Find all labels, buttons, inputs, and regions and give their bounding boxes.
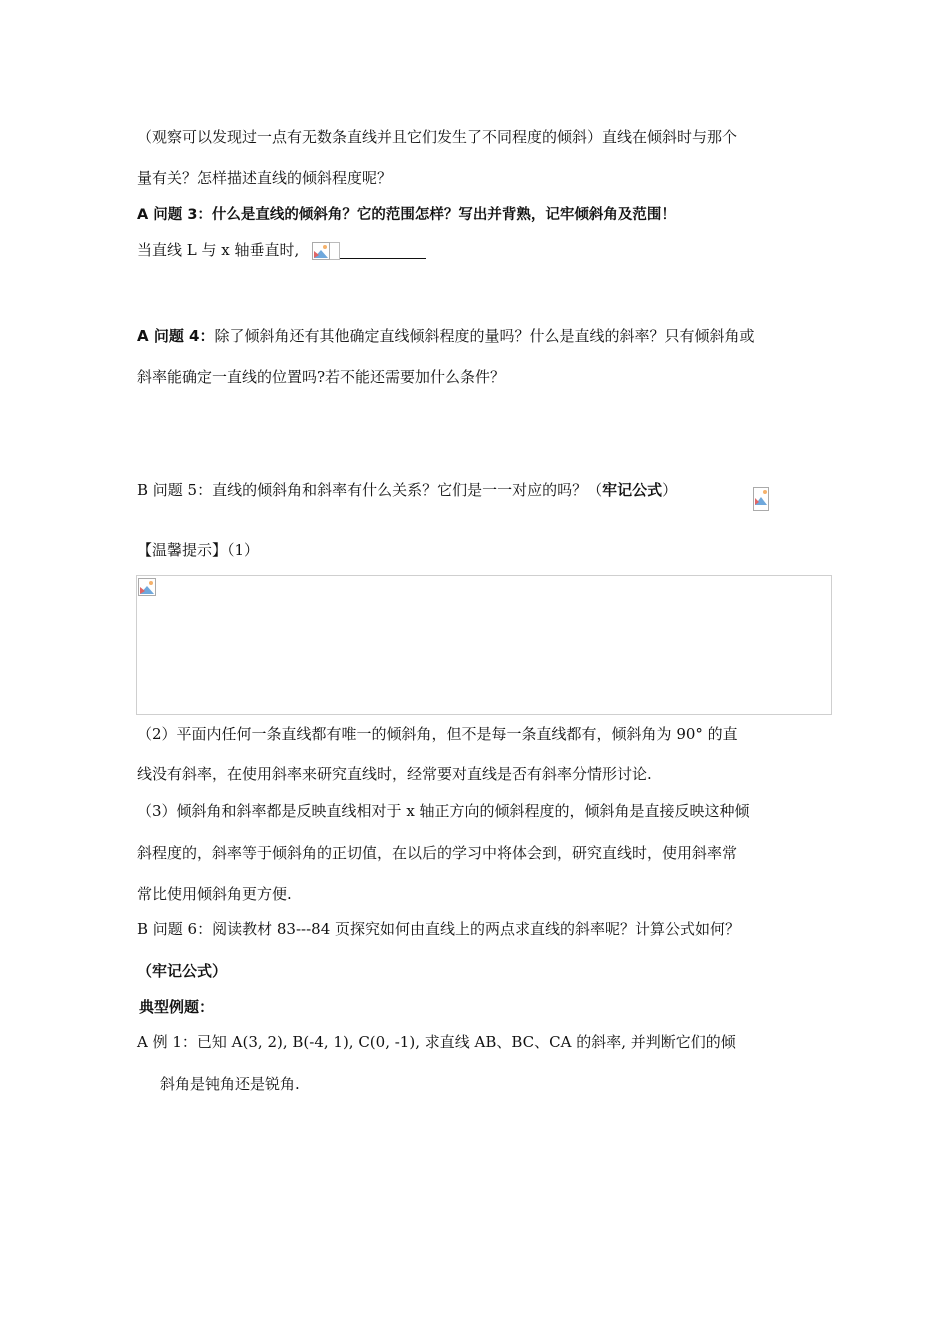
question-4-prefix: A 问题 4： bbox=[137, 327, 215, 345]
question-3-title: A 问题 3：什么是直线的倾斜角？它的范围怎样？写出并背熟，记牢倾斜角及范围！ bbox=[137, 207, 676, 223]
broken-image-icon bbox=[138, 578, 156, 596]
question-4-line1 bbox=[137, 326, 755, 346]
tip-3-line2: 斜程度的，斜率等于倾斜角的正切值，在以后的学习中将体会到，研究直线时，使用斜率常 bbox=[137, 844, 738, 862]
broken-image-icon bbox=[753, 487, 771, 505]
example-1-line2: 斜角是钝角还是锐角. bbox=[160, 1075, 300, 1093]
question-3-line bbox=[137, 240, 426, 260]
question-4-text1: 除了倾斜角还有其他确定直线倾斜程度的量吗？什么是直线的斜率？只有倾斜角或 bbox=[214, 327, 755, 345]
tip-2-line2: 线没有斜率，在使用斜率来研究直线时，经常要对直线是否有斜率分情形讨论. bbox=[137, 765, 652, 783]
paragraph-observation-line2: 量有关？怎样描述直线的倾斜程度呢？ bbox=[137, 169, 393, 187]
question-3-text: 当直线 L 与 x 轴垂直时, bbox=[137, 241, 300, 259]
formula-image-frame bbox=[136, 575, 832, 715]
question-6-line1: B 问题 6：阅读教材 83---84 页探究如何由直线上的两点求直线的斜率呢？计算公式如何？ bbox=[137, 920, 741, 938]
question-5-bold: 牢记公式 bbox=[602, 481, 663, 499]
paragraph-observation-line1: （观察可以发现过一点有无数条直线并且它们发生了不同程度的倾斜）直线在倾斜时与那个 bbox=[137, 128, 738, 146]
tip-3-line3: 常比使用倾斜角更方便. bbox=[137, 885, 292, 903]
question-6-line2: （牢记公式） bbox=[137, 962, 228, 980]
question-5-close: ） bbox=[662, 481, 678, 499]
question-5-line bbox=[137, 480, 677, 500]
examples-heading: 典型例题： bbox=[139, 998, 215, 1016]
example-1-line1: A 例 1：已知 A(3, 2), B(-4, 1), C(0, -1), 求直线 AB、BC、CA 的斜率, 并判断它们的倾 bbox=[137, 1033, 736, 1051]
answer-blank[interactable] bbox=[340, 244, 426, 259]
broken-image-icon bbox=[312, 242, 330, 260]
question-4-line2: 斜率能确定一直线的位置吗?若不能还需要加什么条件？ bbox=[137, 368, 506, 386]
tip-3-line1: （3）倾斜角和斜率都是反映直线相对于 x 轴正方向的倾斜程度的，倾斜角是直接反映这种倾 bbox=[137, 802, 750, 820]
tip-2-line1: （2）平面内任何一条直线都有唯一的倾斜角，但不是每一条直线都有，倾斜角为 90° 的直 bbox=[137, 725, 738, 743]
tip-label: 【温馨提示】（1） bbox=[137, 541, 260, 559]
question-5-text: B 问题 5：直线的倾斜角和斜率有什么关系？它们是一一对应的吗？（ bbox=[137, 481, 603, 499]
